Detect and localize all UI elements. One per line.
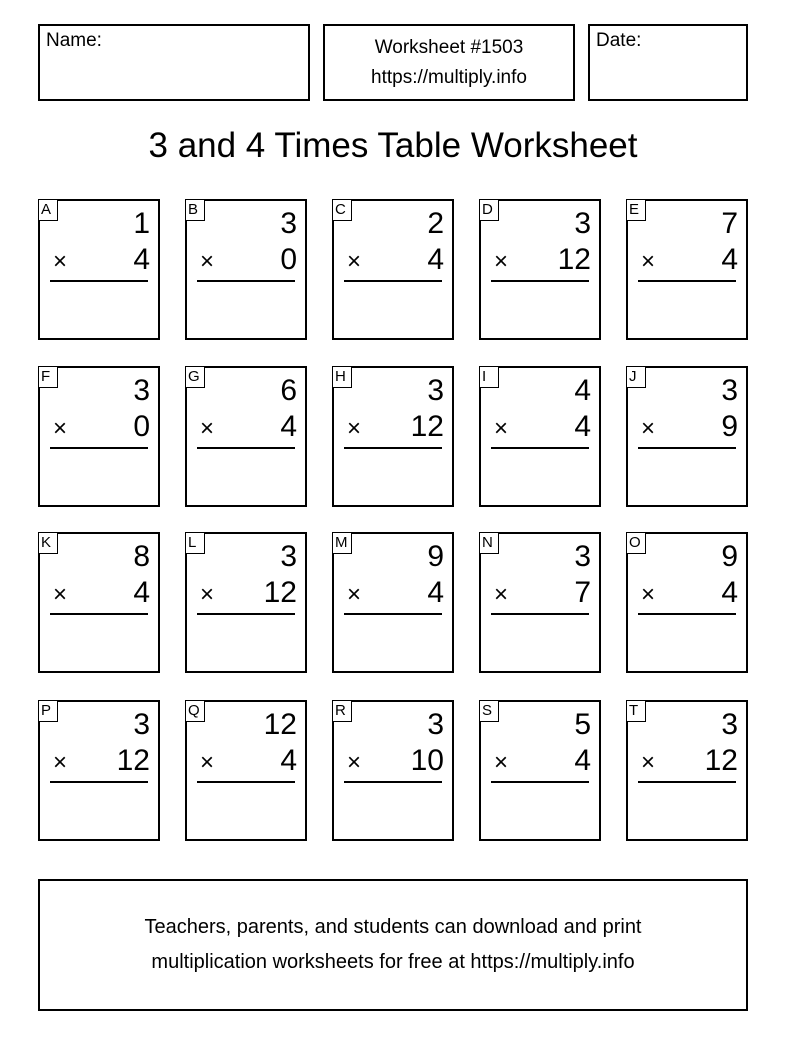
answer-line	[50, 280, 148, 282]
problem-multiplier: 4	[427, 576, 444, 609]
answer-line	[50, 447, 148, 449]
problem-letter: A	[38, 199, 58, 221]
problem-multiplier: 12	[116, 744, 150, 777]
answer-line	[638, 781, 736, 783]
problem-multiplicand: 3	[721, 374, 738, 407]
answer-line	[491, 613, 589, 615]
problem-card[interactable]	[185, 366, 307, 507]
times-sign: ×	[200, 749, 215, 776]
problem-card[interactable]	[185, 199, 307, 340]
problem-multiplicand: 1	[133, 207, 150, 240]
problem-multiplier: 4	[133, 576, 150, 609]
answer-line	[344, 613, 442, 615]
problem-card[interactable]	[332, 700, 454, 841]
problem-letter: G	[185, 366, 205, 388]
answer-line	[344, 280, 442, 282]
problem-multiplicand: 3	[133, 374, 150, 407]
problem-multiplicand: 2	[427, 207, 444, 240]
answer-line	[197, 280, 295, 282]
times-sign: ×	[53, 415, 68, 442]
problem-letter: R	[332, 700, 352, 722]
problem-card[interactable]	[626, 366, 748, 507]
date-label: Date:	[596, 30, 642, 51]
answer-line	[197, 613, 295, 615]
times-sign: ×	[641, 749, 656, 776]
problem-multiplier: 0	[280, 243, 297, 276]
footer-box	[38, 879, 748, 1011]
times-sign: ×	[53, 581, 68, 608]
answer-line	[344, 447, 442, 449]
answer-line	[638, 613, 736, 615]
problem-multiplier: 4	[574, 410, 591, 443]
times-sign: ×	[641, 581, 656, 608]
footer-line-1: Teachers, parents, and students can download and print	[144, 916, 642, 938]
problem-letter: B	[185, 199, 205, 221]
answer-line	[197, 447, 295, 449]
problem-multiplicand: 3	[280, 207, 297, 240]
times-sign: ×	[347, 581, 362, 608]
problem-letter: K	[38, 532, 58, 554]
worksheet-url: https://multiply.info	[371, 67, 527, 88]
answer-line	[197, 781, 295, 783]
times-sign: ×	[347, 248, 362, 275]
problem-card[interactable]	[479, 700, 601, 841]
problem-multiplier: 7	[574, 576, 591, 609]
times-sign: ×	[494, 749, 509, 776]
problem-multiplicand: 4	[574, 374, 591, 407]
problem-multiplier: 12	[704, 744, 738, 777]
times-sign: ×	[494, 581, 509, 608]
answer-line	[50, 613, 148, 615]
problem-card[interactable]	[185, 532, 307, 673]
problem-letter: S	[479, 700, 499, 722]
footer-line-2: multiplication worksheets for free at https://multiply.info	[151, 951, 635, 973]
problem-multiplicand: 9	[721, 540, 738, 573]
problem-card[interactable]	[38, 700, 160, 841]
times-sign: ×	[347, 749, 362, 776]
problem-card[interactable]	[332, 199, 454, 340]
problem-card[interactable]	[626, 700, 748, 841]
problem-multiplier: 4	[721, 576, 738, 609]
problem-letter: F	[38, 366, 58, 388]
problem-multiplier: 12	[557, 243, 591, 276]
problem-card[interactable]	[479, 199, 601, 340]
problem-letter: E	[626, 199, 646, 221]
problem-letter: O	[626, 532, 646, 554]
problem-multiplier: 10	[410, 744, 444, 777]
problem-multiplier: 12	[263, 576, 297, 609]
problem-multiplicand: 3	[280, 540, 297, 573]
problem-letter: I	[479, 366, 499, 388]
problem-multiplier: 4	[280, 410, 297, 443]
problem-letter: Q	[185, 700, 205, 722]
answer-line	[491, 781, 589, 783]
answer-line	[344, 781, 442, 783]
answer-line	[491, 280, 589, 282]
problem-card[interactable]	[479, 366, 601, 507]
problem-multiplier: 0	[133, 410, 150, 443]
problem-multiplicand: 8	[133, 540, 150, 573]
problem-multiplicand: 3	[427, 708, 444, 741]
problem-card[interactable]	[38, 199, 160, 340]
answer-line	[638, 280, 736, 282]
problem-letter: P	[38, 700, 58, 722]
problem-multiplicand: 3	[427, 374, 444, 407]
problem-letter: D	[479, 199, 499, 221]
times-sign: ×	[494, 248, 509, 275]
problem-multiplier: 9	[721, 410, 738, 443]
times-sign: ×	[200, 248, 215, 275]
problem-letter: J	[626, 366, 646, 388]
problem-multiplicand: 3	[721, 708, 738, 741]
times-sign: ×	[641, 248, 656, 275]
problem-card[interactable]	[479, 532, 601, 673]
problem-card[interactable]	[38, 532, 160, 673]
page-title: 3 and 4 Times Table Worksheet	[148, 126, 638, 165]
answer-line	[491, 447, 589, 449]
problem-multiplier: 4	[280, 744, 297, 777]
problem-multiplier: 4	[427, 243, 444, 276]
problem-multiplicand: 9	[427, 540, 444, 573]
problem-multiplicand: 5	[574, 708, 591, 741]
problem-card[interactable]	[185, 700, 307, 841]
problem-letter: H	[332, 366, 352, 388]
problem-card[interactable]	[332, 532, 454, 673]
problem-card[interactable]	[332, 366, 454, 507]
problem-multiplicand: 6	[280, 374, 297, 407]
problem-card[interactable]	[38, 366, 160, 507]
problem-letter: C	[332, 199, 352, 221]
problem-card[interactable]	[626, 532, 748, 673]
times-sign: ×	[200, 581, 215, 608]
times-sign: ×	[53, 749, 68, 776]
problem-letter: L	[185, 532, 205, 554]
times-sign: ×	[641, 415, 656, 442]
name-label: Name:	[46, 30, 102, 51]
problem-multiplier: 12	[410, 410, 444, 443]
problem-multiplicand: 12	[263, 708, 297, 741]
times-sign: ×	[200, 415, 215, 442]
problem-multiplicand: 3	[133, 708, 150, 741]
times-sign: ×	[494, 415, 509, 442]
problem-multiplicand: 7	[721, 207, 738, 240]
problem-multiplier: 4	[133, 243, 150, 276]
times-sign: ×	[347, 415, 362, 442]
worksheet-number: Worksheet #1503	[374, 37, 524, 58]
answer-line	[638, 447, 736, 449]
answer-line	[50, 781, 148, 783]
problem-card[interactable]	[626, 199, 748, 340]
problem-multiplicand: 3	[574, 207, 591, 240]
problem-letter: N	[479, 532, 499, 554]
problem-multiplier: 4	[574, 744, 591, 777]
problem-multiplicand: 3	[574, 540, 591, 573]
problem-multiplier: 4	[721, 243, 738, 276]
times-sign: ×	[53, 248, 68, 275]
problem-letter: M	[332, 532, 352, 554]
problem-letter: T	[626, 700, 646, 722]
